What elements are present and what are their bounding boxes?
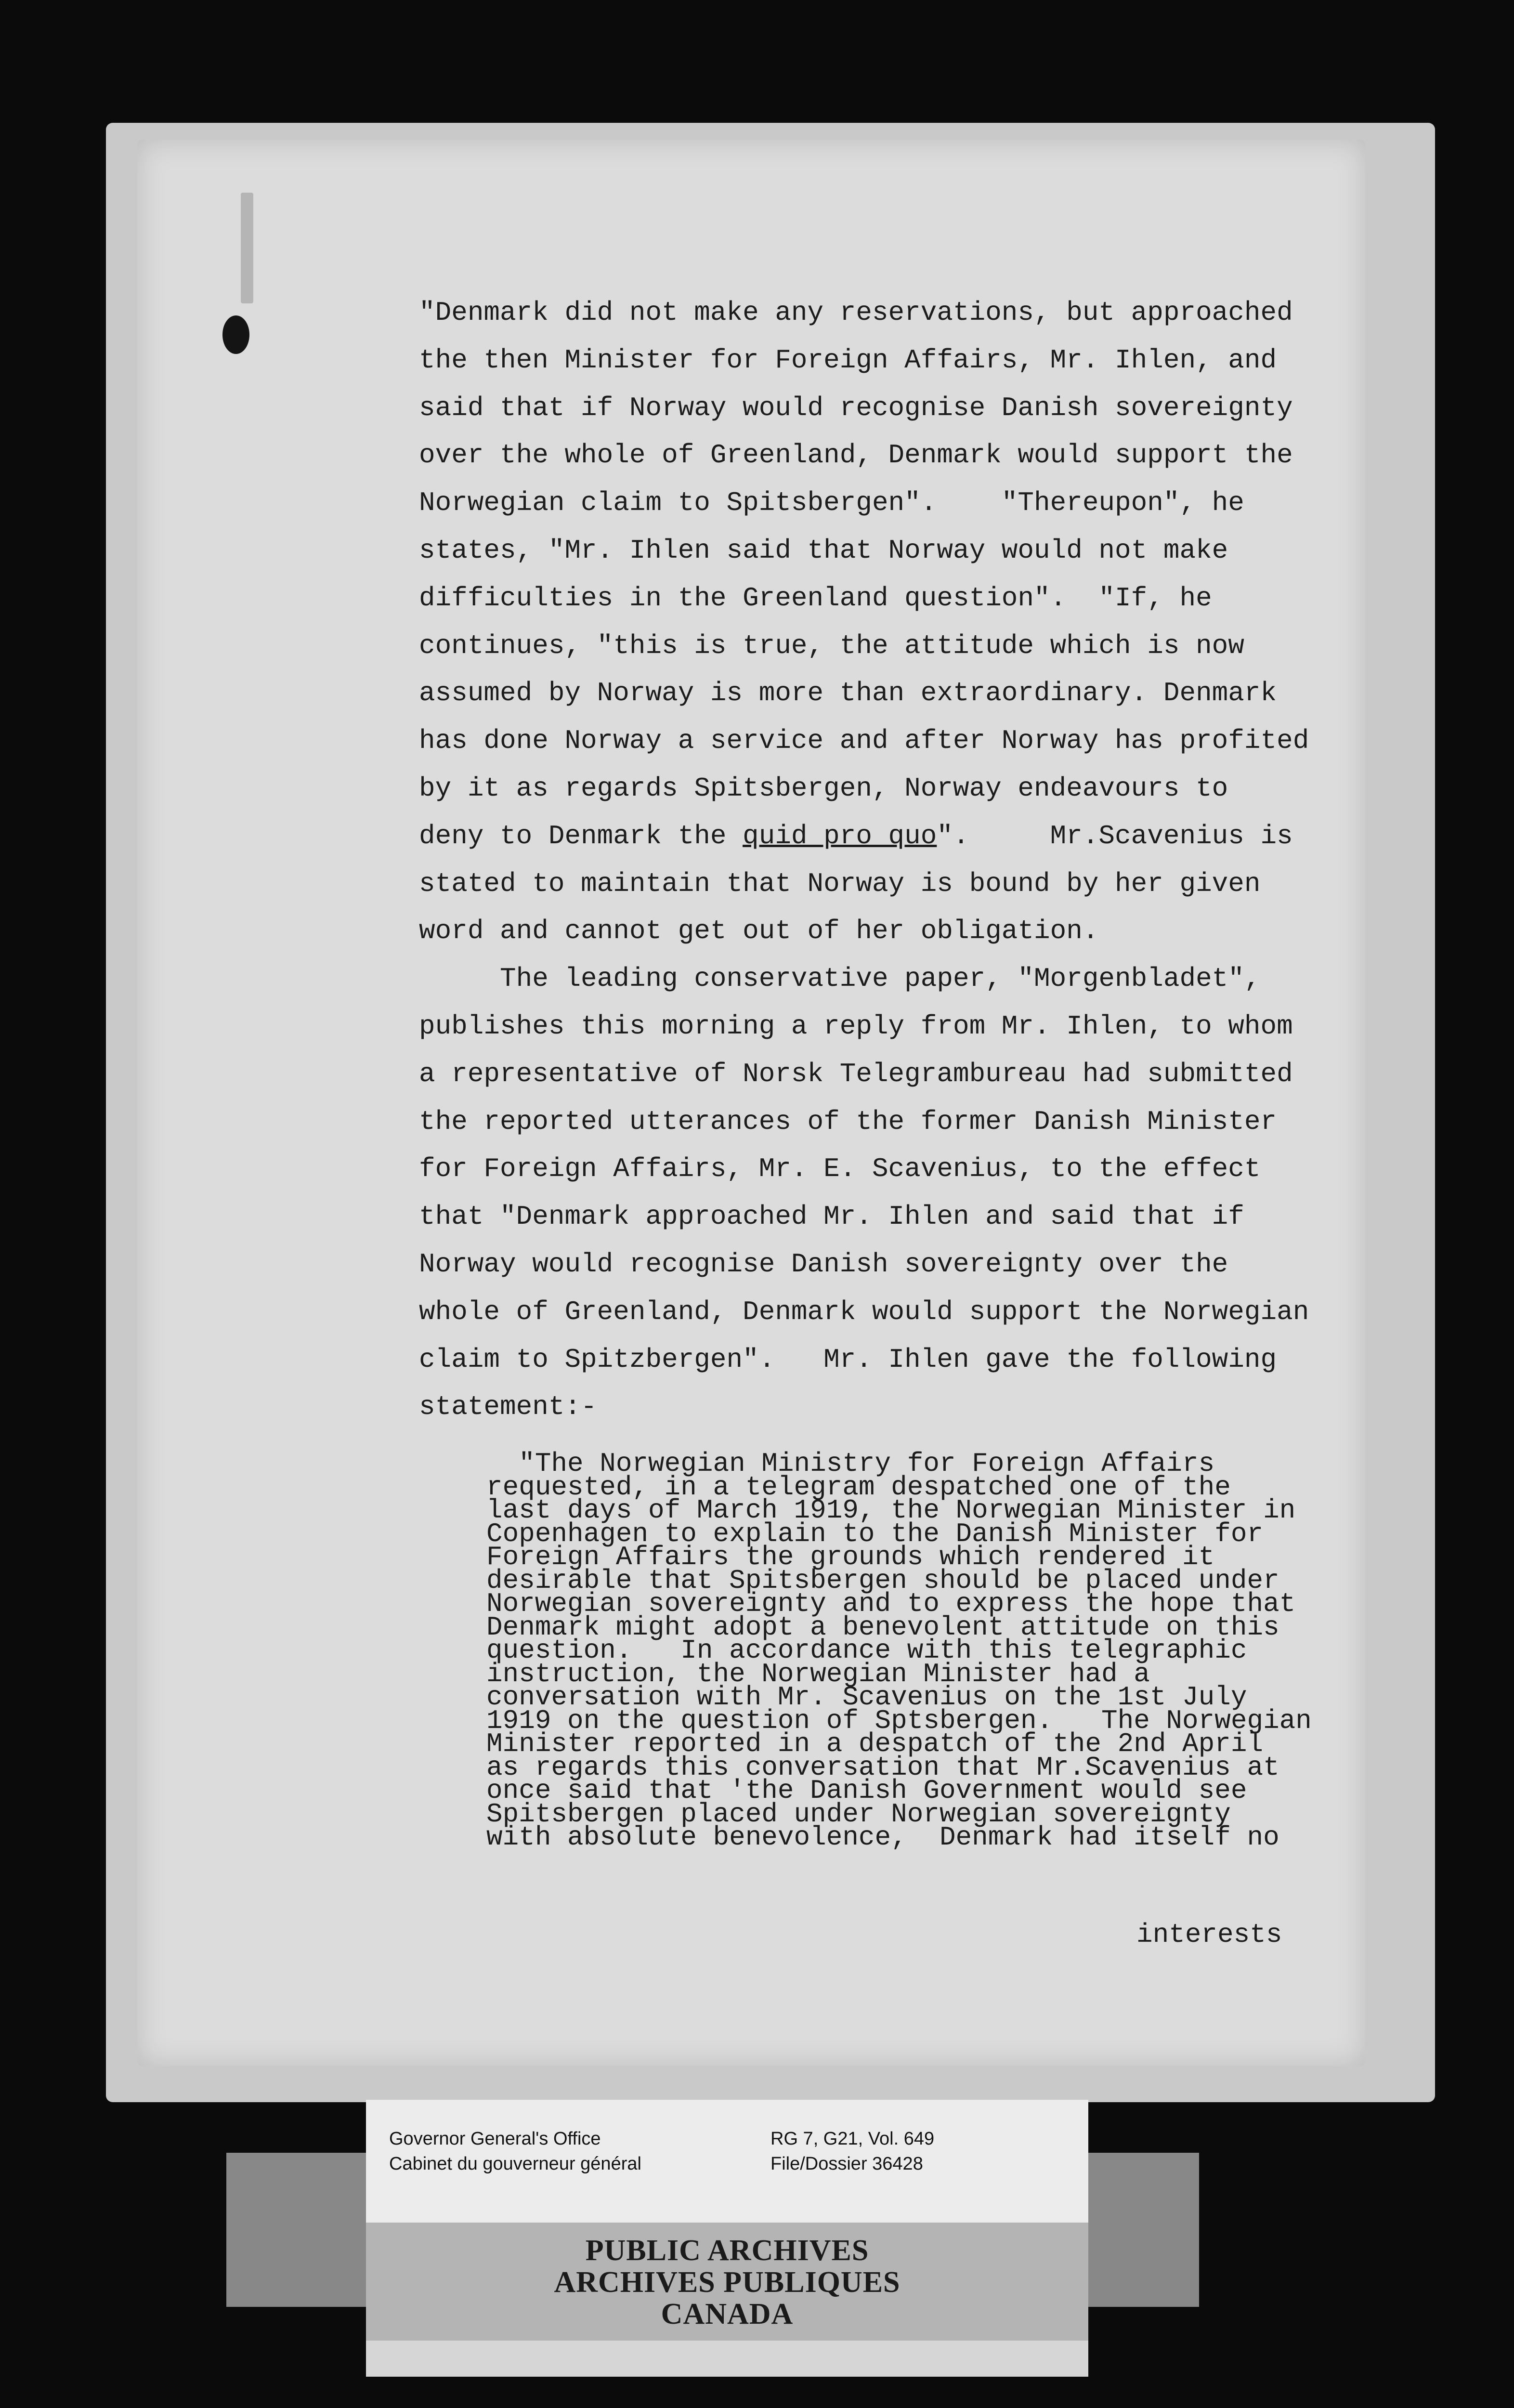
text-line: difficulties in the Greenland question". "If, he <box>419 582 1212 614</box>
text-line: over the whole of Greenland, Denmark would support the <box>419 440 1293 471</box>
stamp-line: ARCHIVES PUBLIQUES <box>554 2266 901 2299</box>
quote-line: 1919 on the question of Sptsbergen. The Norwegian <box>486 1705 1312 1736</box>
text-line: whole of Greenland, Denmark would support the Norwegian <box>419 1296 1309 1327</box>
quote-line: Minister reported in a despatch of the 2nd April <box>486 1728 1264 1759</box>
text-line: Norway would recognise Danish sovereignty over the <box>419 1248 1228 1280</box>
text-line: states, "Mr. Ihlen said that Norway would not make <box>419 535 1228 566</box>
catchword: interests <box>1136 1919 1282 1950</box>
quote-line: Copenhagen to explain to the Danish Minister for <box>486 1518 1264 1549</box>
text-line: publishes this morning a reply from Mr. Ihlen, to whom <box>419 1010 1293 1042</box>
text-line: that "Denmark approached Mr. Ihlen and said that if <box>419 1201 1244 1232</box>
quote-line: last days of March 1919, the Norwegian Minister in <box>486 1495 1296 1526</box>
punch-hole <box>222 315 249 354</box>
text-line: word and cannot get out of her obligation. <box>419 916 1099 947</box>
binding-tab <box>241 193 253 303</box>
text-line: claim to Spitzbergen". Mr. Ihlen gave the following <box>419 1344 1277 1375</box>
text-line: stated to maintain that Norway is bound by her given <box>419 868 1261 899</box>
quote-line: "The Norwegian Ministry for Foreign Affairs <box>486 1448 1215 1479</box>
reference-label: RG 7, G21, Vol. 649 <box>770 2129 935 2149</box>
quote-line: requested, in a telegram despatched one of the <box>486 1471 1231 1503</box>
quote-line: Norwegian sovereignty and to express the hope that <box>486 1588 1296 1619</box>
file-label: File/Dossier 36428 <box>770 2154 923 2174</box>
text-line: for Foreign Affairs, Mr. E. Scavenius, to the effect <box>419 1153 1261 1185</box>
text-line: by it as regards Spitsbergen, Norway endeavours to <box>419 772 1228 804</box>
quote-line: as regards this conversation that Mr.Scavenius at <box>486 1752 1279 1783</box>
text-line: Norwegian claim to Spitsbergen". "Thereupon", he <box>419 487 1244 519</box>
office-label-en: Governor General's Office <box>389 2129 601 2149</box>
text-line: the then Minister for Foreign Affairs, Mr. Ihlen, and <box>419 344 1277 376</box>
text-line: The leading conservative paper, "Morgenbladet", <box>419 963 1261 995</box>
text-line: a representative of Norsk Telegrambureau had submitted <box>419 1058 1293 1089</box>
quote-line: question. In accordance with this telegraphic <box>486 1635 1247 1666</box>
quote-line: Denmark might adopt a benevolent attitude on this <box>486 1611 1279 1643</box>
underlined-phrase: quid pro quo <box>743 820 937 851</box>
text-line: has done Norway a service and after Norway has profited <box>419 725 1309 757</box>
archive-stamp <box>366 2235 1088 2330</box>
quote-line: instruction, the Norwegian Minister had a <box>486 1658 1150 1689</box>
text-line: statement:- <box>419 1391 597 1423</box>
text-line: assumed by Norway is more than extraordinary. Denmark <box>419 678 1277 709</box>
page-body-text <box>419 289 1344 1431</box>
quote-line: Foreign Affairs the grounds which rendered it <box>486 1542 1215 1572</box>
text-line <box>419 812 1344 860</box>
stamp-bottom-edge <box>366 2341 1088 2377</box>
quote-line: Spitsbergen placed under Norwegian sovereignty <box>486 1798 1231 1830</box>
text-segment: ". Mr.Scavenius is <box>937 820 1293 851</box>
quote-line: with absolute benevolence, Denmark had itself no <box>486 1822 1279 1853</box>
quote-line: desirable that Spitsbergen should be placed under <box>486 1565 1279 1596</box>
office-label-fr: Cabinet du gouverneur général <box>389 2154 641 2174</box>
quote-line: once said that 'the Danish Government would see <box>486 1775 1247 1806</box>
text-line: the reported utterances of the former Danish Minister <box>419 1106 1277 1137</box>
stamp-line: CANADA <box>661 2298 794 2330</box>
text-line: continues, "this is true, the attitude which is now <box>419 630 1244 661</box>
text-line: said that if Norway would recognise Danish sovereignty <box>419 392 1293 423</box>
text-line: "Denmark did not make any reservations, but approached <box>419 297 1293 328</box>
text-segment: deny to Denmark the <box>419 820 743 851</box>
quote-line: conversation with Mr. Scavenius on the 1st July <box>486 1682 1247 1713</box>
stamp-line: PUBLIC ARCHIVES <box>585 2234 869 2267</box>
quoted-statement <box>486 1448 1344 1853</box>
